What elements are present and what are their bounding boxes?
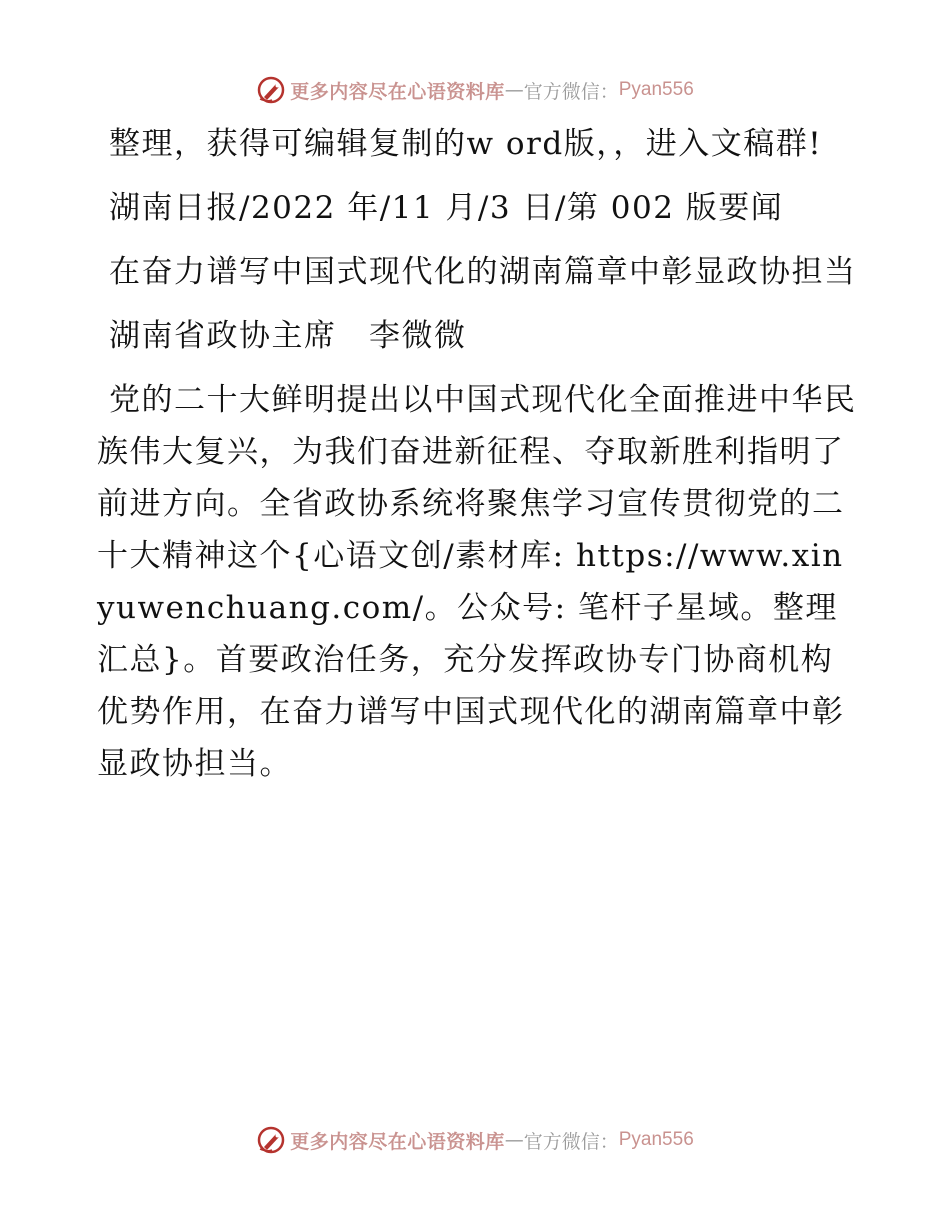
banner-wechat-id: Pyan556 <box>618 79 694 100</box>
footer-wechat-label: 官方微信： <box>523 1130 619 1153</box>
footer-separator: — <box>504 1129 524 1151</box>
pen-nib-logo-icon <box>256 75 286 105</box>
document-body <box>97 118 857 802</box>
banner-wechat-label: 官方微信： <box>523 80 619 103</box>
page-header-banner <box>0 70 950 110</box>
page-footer-banner <box>0 1120 950 1160</box>
pen-nib-logo-icon <box>256 1125 286 1155</box>
footer-wechat-id: Pyan556 <box>618 1129 694 1150</box>
source-line: 湖南日报/2022 年/11 月/3 日/第 002 版要闻 <box>109 190 784 226</box>
footer-brand-text: 更多内容尽在心语资料库 <box>290 1130 505 1153</box>
banner-separator: — <box>504 79 524 101</box>
body-paragraph: 党的二十大鲜明提出以中国式现代化全面推进中华民族伟大复兴，为我们奋进新征程、夺取新胜利指明了前进方向。全省政协系统将聚焦学习宣传贯彻党的二十大精神这个{心语文创/素材库: https://www.xinyuwenchuang.com/。公众号: 笔杆子星域。整理汇总}。首要政治任务，充分发挥政协专门协商机构优势作用，在奋力谱写中国式现代化的湖南篇章中彰显政协担当。 <box>97 382 857 782</box>
intro-note-paragraph: 整理，获得可编辑复制的w ord版，，进入文稿群! <box>109 126 823 162</box>
author-line: 湖南省政协主席 李微微 <box>109 318 467 354</box>
banner-brand-text: 更多内容尽在心语资料库 <box>290 80 505 103</box>
article-title: 在奋力谱写中国式现代化的湖南篇章中彰显政协担当 <box>109 254 857 290</box>
